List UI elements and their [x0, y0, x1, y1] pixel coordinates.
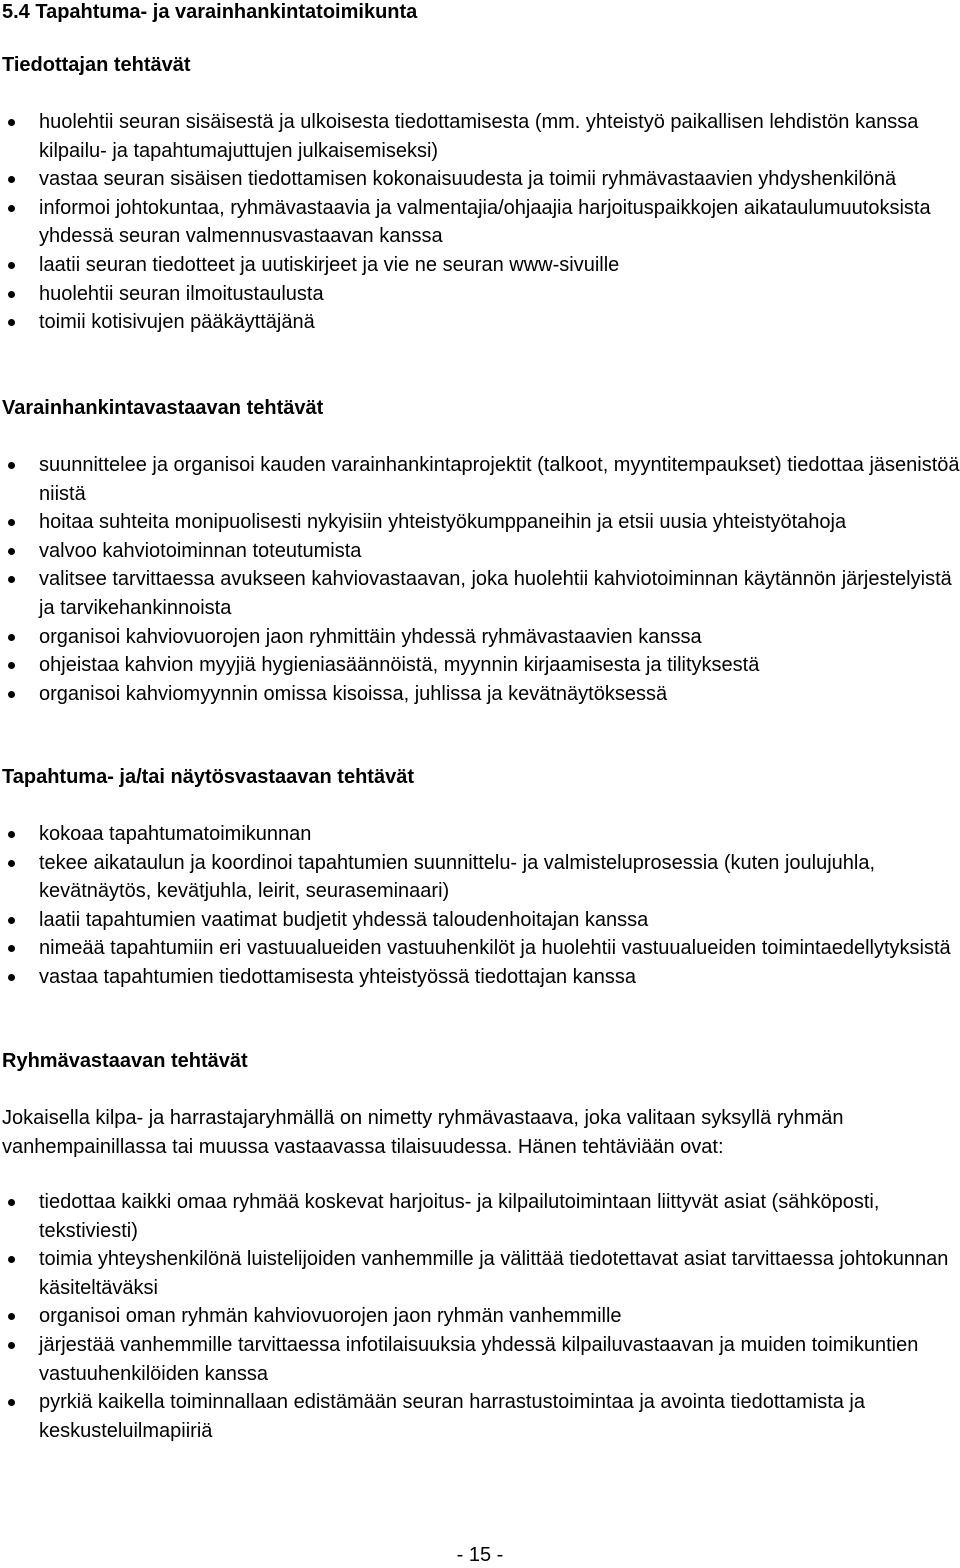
- list-item: [0, 1331, 960, 1388]
- list-item-text: ohjeistaa kahvion myyjiä hygieniasäännöistä, myynnin kirjaamisesta ja tilityksestä: [39, 654, 760, 677]
- subsection-heading-tapahtuma: Tapahtuma- ja/tai näytösvastaavan tehtävät: [2, 766, 414, 788]
- page-number: - 15 -: [456, 1544, 504, 1566]
- list-item-text: valvoo kahviotoiminnan toteutumista: [39, 539, 362, 562]
- section-title: 5.4 Tapahtuma- ja varainhankintatoimikunta: [2, 1, 418, 23]
- bullet-icon: [8, 917, 15, 924]
- bullet-list-tiedottaja: [0, 108, 960, 337]
- list-item: [0, 906, 960, 935]
- list-item-text: organisoi oman ryhmän kahviovuorojen jaon ryhmän vanhemmille: [39, 1305, 622, 1328]
- list-item-text: järjestää vanhemmille tarvittaessa infotilaisuuksia yhdessä kilpailuvastaavan ja muiden toimikuntien vastuuhenkilöiden kanssa: [39, 1333, 919, 1385]
- list-item-text: tiedottaa kaikki omaa ryhmää koskevat harjoitus- ja kilpailutoimintaan liittyvät asiat (sähköposti, tekstiviesti): [39, 1191, 880, 1242]
- list-item: [0, 108, 960, 165]
- list-item: [0, 280, 960, 309]
- list-item: [0, 820, 960, 849]
- list-item-text: toimii kotisivujen pääkäyttäjänä: [39, 311, 315, 334]
- bullet-icon: [8, 691, 15, 698]
- subsection-heading-ryhmavastaava: Ryhmävastaavan tehtävät: [2, 1050, 248, 1072]
- list-item: [0, 537, 960, 566]
- list-item: [0, 849, 960, 906]
- list-item-text: organisoi kahviomyynnin omissa kisoissa, juhlissa ja kevätnäytöksessä: [39, 682, 668, 705]
- list-item-text: vastaa seuran sisäisen tiedottamisen kokonaisuudesta ja toimii ryhmävastaavien yhdyshenkilönä: [39, 168, 897, 191]
- list-item: [0, 1302, 960, 1331]
- bullet-list-ryhmavastaava: [0, 1188, 960, 1445]
- bullet-icon: [8, 860, 15, 867]
- bullet-list-tapahtuma: [0, 820, 960, 992]
- list-item-text: huolehtii seuran ilmoitustaulusta: [39, 282, 324, 305]
- subsection-heading-varainhankinta: Varainhankintavastaavan tehtävät: [2, 397, 324, 419]
- list-item: [0, 963, 960, 992]
- bullet-icon: [8, 1313, 15, 1320]
- subsection-heading-tiedottaja: Tiedottajan tehtävät: [2, 54, 191, 76]
- list-item-text: pyrkiä kaikella toiminnallaan edistämään seuran harrastustoimintaa ja avointa tiedottamista ja keskusteluilmapiiriä: [39, 1391, 865, 1442]
- bullet-icon: [8, 974, 15, 981]
- bullet-icon: [8, 319, 15, 326]
- list-item: [0, 308, 960, 337]
- list-item-text: valitsee tarvittaessa avukseen kahviovastaavan, joka huolehtii kahviotoiminnan käytännön järjestelyistä ja tarvikehankinnoista: [39, 568, 952, 619]
- list-item-text: laatii tapahtumien vaatimat budjetit yhdessä taloudenhoitajan kanssa: [39, 908, 649, 931]
- bullet-icon: [8, 1256, 15, 1263]
- bullet-list-varainhankinta: [0, 451, 960, 708]
- bullet-icon: [8, 576, 15, 583]
- bullet-icon: [8, 119, 15, 126]
- list-item: [0, 1188, 960, 1245]
- list-item-text: laatii seuran tiedotteet ja uutiskirjeet ja vie ne seuran www-sivuille: [39, 253, 620, 276]
- list-item-text: toimia yhteyshenkilönä luistelijoiden vanhemmille ja välittää tiedotettavat asiat tarvittaessa johtokunnan käsiteltäväksi: [39, 1248, 949, 1299]
- list-item: [0, 1245, 960, 1302]
- bullet-icon: [8, 1399, 15, 1406]
- intro-paragraph: Jokaisella kilpa- ja harrastajaryhmällä on nimetty ryhmävastaava, joka valitaan syksyllä ryhmän vanhempainillassa tai muussa vastaavassa tilaisuudessa. Hänen tehtäviään ovat:: [2, 1107, 844, 1158]
- list-item: [0, 623, 960, 652]
- list-item-text: kokoaa tapahtumatoimikunnan: [39, 823, 312, 845]
- bullet-icon: [8, 262, 15, 269]
- bullet-icon: [8, 176, 15, 183]
- list-item-text: suunnittelee ja organisoi kauden varainhankintaprojektit (talkoot, myyntitempaukset) tiedottaa jäsenistöä niistä: [39, 454, 960, 505]
- list-item: [0, 651, 960, 680]
- bullet-icon: [8, 945, 15, 952]
- list-item: [0, 565, 960, 622]
- list-item-text: huolehtii seuran sisäisestä ja ulkoisesta tiedottamisesta (mm. yhteistyö paikallisen lehdistön kanssa kilpailu- ja tapahtumajuttujen julkaisemiseksi): [39, 111, 919, 162]
- bullet-icon: [8, 548, 15, 555]
- list-item-text: vastaa tapahtumien tiedottamisesta yhteistyössä tiedottajan kanssa: [39, 965, 637, 988]
- bullet-icon: [8, 519, 15, 526]
- list-item: [0, 251, 960, 280]
- list-item-text: tekee aikataulun ja koordinoi tapahtumien suunnittelu- ja valmisteluprosessia (kuten joulujuhla, kevätnäytös, kevätjuhla, leirit, seuraseminaari): [39, 851, 876, 903]
- list-item-text: organisoi kahviovuorojen jaon ryhmittäin yhdessä ryhmävastaavien kanssa: [39, 625, 702, 648]
- list-item: [0, 934, 960, 963]
- list-item: [0, 1388, 960, 1445]
- bullet-icon: [8, 291, 15, 298]
- bullet-icon: [8, 205, 15, 212]
- bullet-icon: [8, 1199, 15, 1206]
- list-item: [0, 680, 960, 709]
- bullet-icon: [8, 634, 15, 641]
- list-item-text: hoitaa suhteita monipuolisesti nykyisiin yhteistyökumppaneihin ja etsii uusia yhteistyötahoja: [39, 511, 847, 534]
- list-item: [0, 451, 960, 508]
- bullet-icon: [8, 831, 15, 838]
- list-item: [0, 194, 960, 251]
- list-item: [0, 165, 960, 194]
- bullet-icon: [8, 462, 15, 469]
- list-item-text: nimeää tapahtumiin eri vastuualueiden vastuuhenkilöt ja huolehtii vastuualueiden toimintaedellytyksistä: [39, 937, 951, 960]
- bullet-icon: [8, 662, 15, 669]
- bullet-icon: [8, 1342, 15, 1349]
- list-item: [0, 508, 960, 537]
- list-item-text: informoi johtokuntaa, ryhmävastaavia ja valmentajia/ohjaajia harjoituspaikkojen aikataulumuutoksista yhdessä seuran valmennusvastaavan kanssa: [39, 196, 931, 248]
